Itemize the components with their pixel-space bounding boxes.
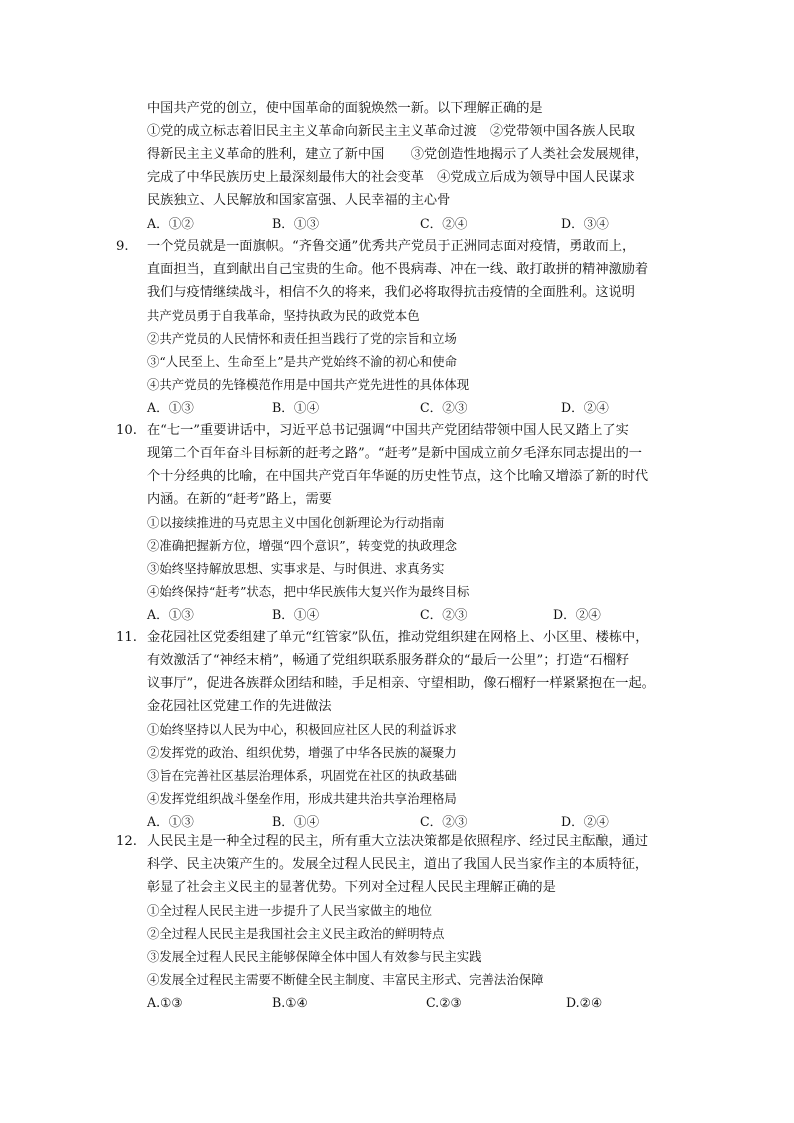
q12-option-b[interactable]: B.①④ [272, 995, 308, 1010]
q11-stem-line-1: 金花园社区党委组建了单元“红管家”队伍，推动党组织建在网格上、小区里、楼栋中， [147, 630, 649, 645]
q11-statement-4: ④发挥党组织战斗堡垒作用，形成共建共治共享治理格局 [147, 791, 457, 806]
q8-stem-line-3: 得新民主主义革命的胜利，建立了新中国 ③党创造性地揭示了人类社会发展规律， [147, 147, 649, 162]
q12-statement-1: ①全过程人民民主进一步提升了人民当家做主的地位 [147, 903, 432, 918]
q9-option-d[interactable]: D．②④ [561, 400, 609, 415]
q11-option-c[interactable]: C．②③ [420, 814, 468, 829]
q11-stem-line-2: 有效激活了“神经末梢”，畅通了党组织联系服务群众的“最后一公里”；打造“石榴籽 [147, 653, 630, 668]
q9-statement-2: ②共产党员的人民情怀和责任担当践行了党的宗旨和立场 [147, 331, 457, 346]
q8-stem-line-2: ①党的成立标志着旧民主主义革命向新民主主义革命过渡 ②党带领中国各族人民取 [147, 124, 635, 139]
q12-stem-line-3: 彰显了社会主义民主的显著优势。下列对全过程人民民主理解正确的是 [147, 880, 556, 895]
q11-option-d[interactable]: D．②④ [561, 814, 609, 829]
q12-option-c[interactable]: C.②③ [426, 995, 462, 1010]
q12-stem-line-1: 人民民主是一种全过程的民主，所有重大立法决策都是依照程序、经过民主酝酿，通过 [147, 834, 649, 849]
q11-statement-3: ③旨在完善社区基层治理体系，巩固党在社区的执政基础 [147, 768, 457, 783]
q8-stem-line-5: 民族独立、人民解放和国家富强、人民幸福的主心骨 [147, 193, 451, 208]
q11-stem-line-4: 金花园社区党建工作的先进做法 [147, 699, 332, 714]
q8-option-a[interactable]: A．①② [147, 216, 194, 231]
q8-option-d[interactable]: D．③④ [561, 216, 609, 231]
q10-number: 10. [116, 423, 137, 438]
q9-statement-1: 共产党员勇于自我革命，坚持执政为民的政党本色 [147, 308, 420, 323]
q12-statement-3: ③发展全过程人民民主能够保障全体中国人有效参与民主实践 [147, 949, 482, 964]
q11-statement-2: ②发挥党的政治、组织优势，增强了中华各民族的凝聚力 [147, 745, 457, 760]
q10-statement-3: ③始终坚持解放思想、实事求是、与时俱进、求真务实 [147, 561, 445, 576]
q11-option-b[interactable]: B．①④ [272, 814, 320, 829]
q10-option-c[interactable]: C．②③ [420, 607, 468, 622]
q12-statement-4: ④发展全过程民主需要不断健全民主制度、丰富民主形式、完善法治保障 [147, 972, 544, 987]
q9-stem-line-2: 直面担当，直到献出自己宝贵的生命。他不畏病毒、冲在一线、敢打敢拼的精神激励着 [147, 262, 649, 277]
q9-stem-line-3: 我们与疫情继续战斗，相信不久的将来，我们必将取得抗击疫情的全面胜利。这说明 [147, 285, 635, 300]
q10-option-d[interactable]: D．②④ [553, 607, 601, 622]
q12-stem-line-2: 科学、民主决策产生的。发展全过程人民民主，道出了我国人民当家作主的本质特征， [147, 857, 649, 872]
q11-statement-1: ①始终坚持以人民为中心，积极回应社区人民的利益诉求 [147, 722, 457, 737]
q8-stem-line-4: 完成了中华民族历史上最深刻最伟大的社会变革 ④党成立后成为领导中国人民谋求 [147, 170, 635, 185]
q10-option-a[interactable]: A．①③ [147, 607, 194, 622]
q11-stem-line-3: 议事厅”，促进各族群众团结和睦，手足相亲、守望相助，像石榴籽一样紧紧抱在一起。 [147, 676, 655, 691]
q10-statement-4: ④始终保持“赶考”状态，把中华民族伟大复兴作为最终目标 [147, 584, 470, 599]
q12-option-a[interactable]: A.①③ [147, 995, 183, 1010]
q9-statement-4: ④共产党员的先锋模范作用是中国共产党先进性的具体体现 [147, 377, 470, 392]
q9-statement-3: ③“人民至上、生命至上”是共产党始终不渝的初心和使命 [147, 354, 458, 369]
q8-stem-line-1: 中国共产党的创立，使中国革命的面貌焕然一新。以下理解正确的是 [147, 101, 543, 116]
q9-option-a[interactable]: A．①③ [147, 400, 194, 415]
q10-stem-line-1: 在“七一”重要讲话中，习近平总书记强调“中国共产党团结带领中国人民又踏上了实 [147, 423, 629, 438]
q8-option-b[interactable]: B．①③ [272, 216, 320, 231]
q10-stem-line-2: 现第二个百年奋斗目标新的赶考之路”。“赶考”是新中国成立前夕毛泽东同志提出的一 [147, 446, 642, 461]
q10-statement-1: ①以接续推进的马克思主义中国化创新理论为行动指南 [147, 515, 445, 530]
q11-option-a[interactable]: A．①③ [147, 814, 194, 829]
q11-number: 11. [116, 630, 137, 645]
q10-stem-line-3: 个十分经典的比喻，在中国共产党百年华诞的历史性节点，这个比喻又增添了新的时代 [147, 469, 649, 484]
q9-number: 9. [116, 239, 129, 254]
q12-option-d[interactable]: D.②④ [566, 995, 603, 1010]
q9-option-c[interactable]: C．②③ [420, 400, 468, 415]
q10-statement-2: ②准确把握新方位，增强“四个意识”，转变党的执政理念 [147, 538, 458, 553]
q10-option-b[interactable]: B．①④ [272, 607, 320, 622]
q9-option-b[interactable]: B．①④ [272, 400, 320, 415]
q8-option-c[interactable]: C．②④ [420, 216, 468, 231]
q10-stem-line-4: 内涵。在新的“赶考”路上，需要 [147, 492, 332, 507]
q12-number: 12. [116, 834, 137, 849]
q12-statement-2: ②全过程人民民主是我国社会主义民主政治的鲜明特点 [147, 926, 445, 941]
q9-stem-line-1: 一个党员就是一面旗帜。“齐鲁交通”优秀共产党员于正洲同志面对疫情，勇敢而上， [147, 239, 636, 254]
